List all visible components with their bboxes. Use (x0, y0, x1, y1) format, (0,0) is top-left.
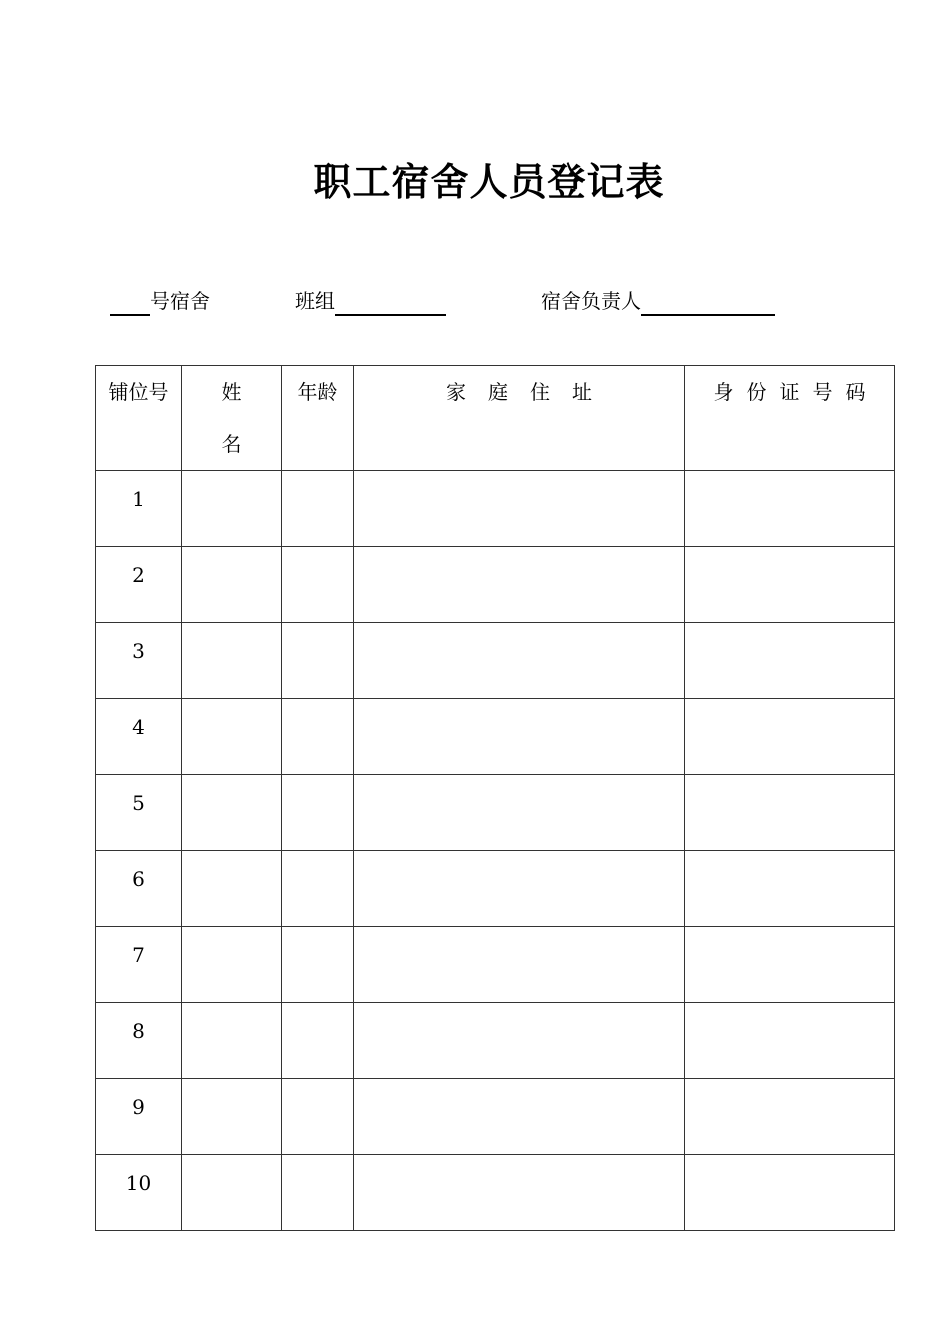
bed-number-cell: 5 (96, 775, 182, 851)
address-cell[interactable] (354, 623, 685, 699)
id-number-cell[interactable] (685, 775, 895, 851)
header-home-address: 家庭住址 (354, 366, 685, 471)
table-row (96, 927, 895, 1003)
id-number-cell[interactable] (685, 851, 895, 927)
address-cell[interactable] (354, 775, 685, 851)
page-title: 职工宿舍人员登记表 (313, 159, 665, 204)
bed-number-cell: 4 (96, 699, 182, 775)
name-cell[interactable] (182, 1155, 282, 1231)
id-number-cell[interactable] (685, 927, 895, 1003)
table-row (96, 547, 895, 623)
table-header-row (96, 366, 895, 471)
header-bed-number: 铺位号 (96, 366, 182, 471)
table-row (96, 471, 895, 547)
bed-number-cell: 6 (96, 851, 182, 927)
age-cell[interactable] (282, 927, 354, 1003)
leader-field (541, 286, 775, 316)
table-row (96, 699, 895, 775)
bed-number-cell: 8 (96, 1003, 182, 1079)
team-blank[interactable] (335, 290, 446, 316)
age-cell[interactable] (282, 851, 354, 927)
dorm-number-blank[interactable] (110, 290, 150, 316)
header-name: 姓名 (182, 366, 282, 471)
bed-number-cell: 7 (96, 927, 182, 1003)
age-cell[interactable] (282, 1155, 354, 1231)
bed-number-cell: 1 (96, 471, 182, 547)
name-cell[interactable] (182, 1079, 282, 1155)
team-label: 班组 (295, 289, 335, 313)
table-row (96, 1003, 895, 1079)
name-cell[interactable] (182, 1003, 282, 1079)
address-cell[interactable] (354, 471, 685, 547)
age-cell[interactable] (282, 699, 354, 775)
dorm-number-field (110, 286, 210, 316)
table-row (96, 851, 895, 927)
name-cell[interactable] (182, 851, 282, 927)
name-cell[interactable] (182, 471, 282, 547)
name-cell[interactable] (182, 927, 282, 1003)
age-cell[interactable] (282, 471, 354, 547)
address-cell[interactable] (354, 1155, 685, 1231)
table-row (96, 623, 895, 699)
address-cell[interactable] (354, 1003, 685, 1079)
bed-number-cell: 3 (96, 623, 182, 699)
id-number-cell[interactable] (685, 1079, 895, 1155)
age-cell[interactable] (282, 1079, 354, 1155)
header-age: 年龄 (282, 366, 354, 471)
age-cell[interactable] (282, 623, 354, 699)
name-cell[interactable] (182, 699, 282, 775)
id-number-cell[interactable] (685, 1155, 895, 1231)
id-number-cell[interactable] (685, 547, 895, 623)
id-number-cell[interactable] (685, 471, 895, 547)
address-cell[interactable] (354, 1079, 685, 1155)
age-cell[interactable] (282, 775, 354, 851)
dorm-suffix-label: 号宿舍 (150, 289, 210, 313)
table-row (96, 1155, 895, 1231)
address-cell[interactable] (354, 699, 685, 775)
table-row (96, 1079, 895, 1155)
leader-label: 宿舍负责人 (541, 289, 641, 313)
registration-table (95, 365, 895, 1231)
table-row (96, 775, 895, 851)
header-id-number: 身份证号码 (685, 366, 895, 471)
id-number-cell[interactable] (685, 623, 895, 699)
id-number-cell[interactable] (685, 699, 895, 775)
address-cell[interactable] (354, 851, 685, 927)
leader-blank[interactable] (641, 290, 775, 316)
name-cell[interactable] (182, 547, 282, 623)
age-cell[interactable] (282, 547, 354, 623)
address-cell[interactable] (354, 927, 685, 1003)
bed-number-cell: 2 (96, 547, 182, 623)
bed-number-cell: 10 (96, 1155, 182, 1231)
bed-number-cell: 9 (96, 1079, 182, 1155)
id-number-cell[interactable] (685, 1003, 895, 1079)
team-field (295, 286, 446, 316)
name-cell[interactable] (182, 775, 282, 851)
name-cell[interactable] (182, 623, 282, 699)
address-cell[interactable] (354, 547, 685, 623)
age-cell[interactable] (282, 1003, 354, 1079)
